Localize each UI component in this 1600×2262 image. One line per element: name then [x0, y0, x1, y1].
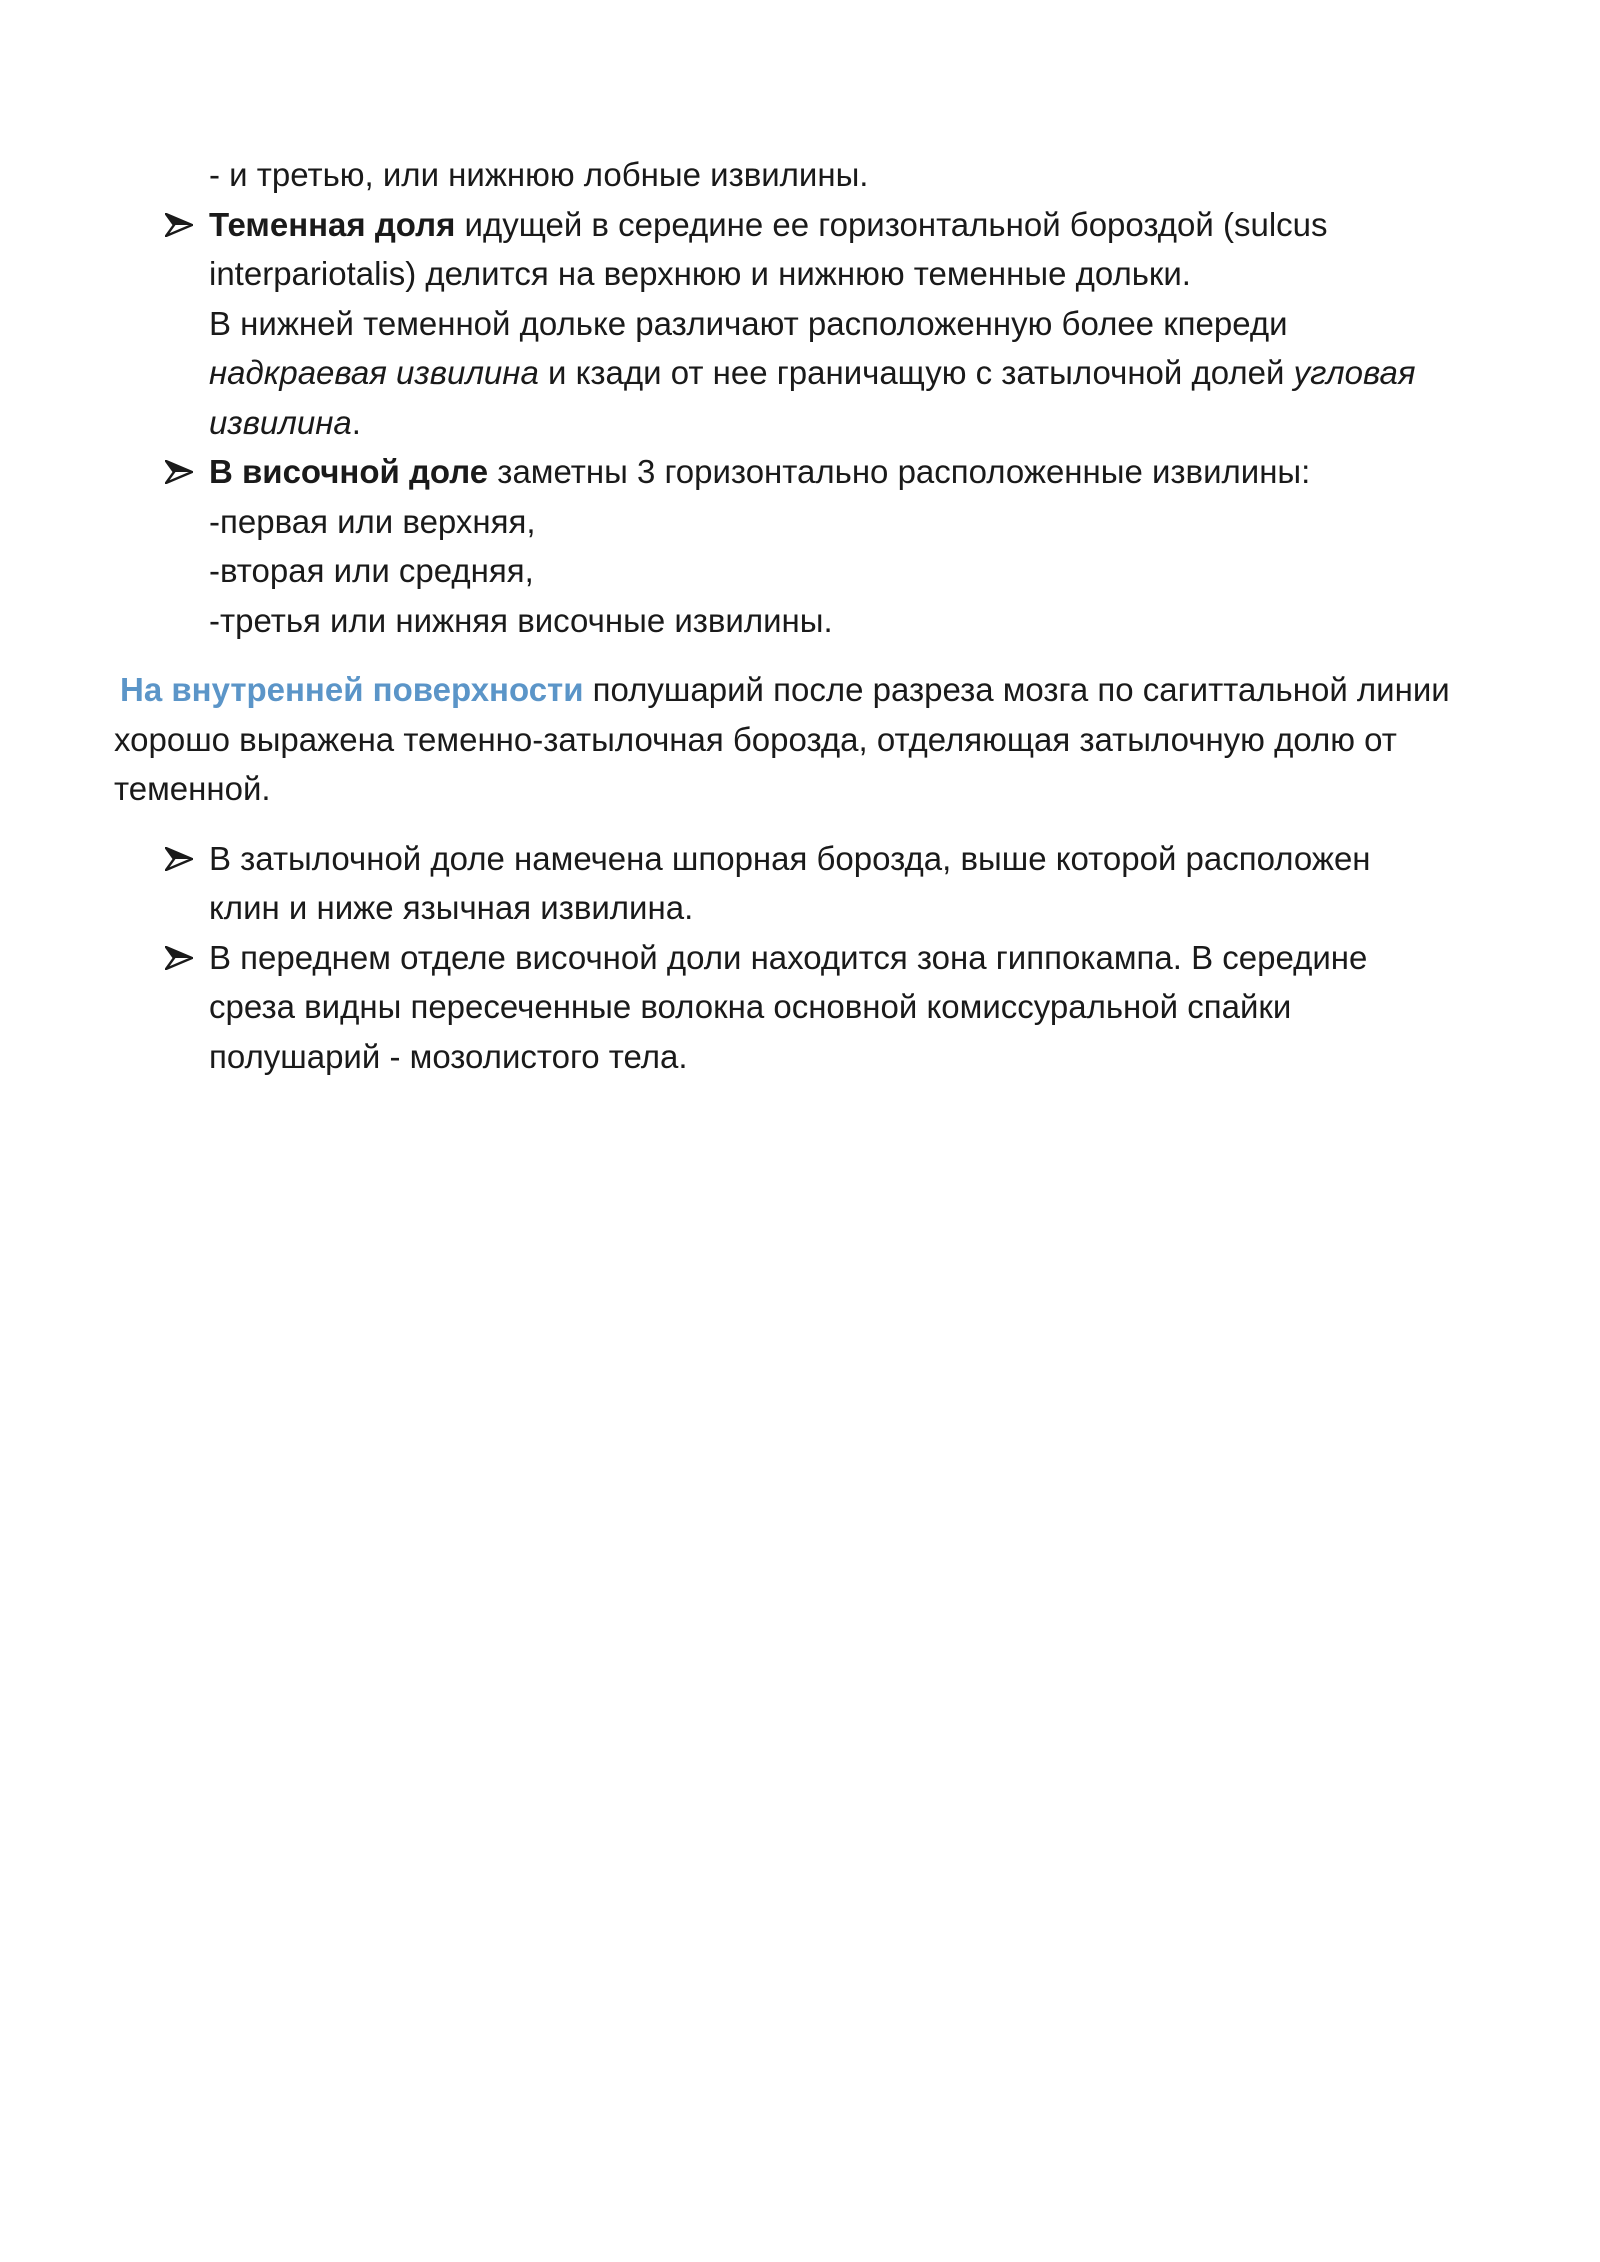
paragraph-inner-surface	[114, 665, 1494, 814]
bullet-occipital-lobe	[114, 834, 1494, 933]
text-line: interpariotalis) делится на верхнюю и нижнюю теменные дольки.	[209, 255, 1191, 292]
text-span: полушарий после разреза мозга по сагиттальной линии	[583, 671, 1450, 708]
text-line	[114, 665, 1494, 715]
heading-inner-surface: На внутренней поверхности	[120, 671, 584, 708]
text-line: В нижней теменной дольке различают расположенную более кпереди	[209, 304, 1288, 342]
text-span: .	[351, 403, 361, 441]
term-angular: угловая	[1293, 354, 1416, 391]
text-span: идущей в середине ее горизонтальной бороздой (sulcus	[455, 205, 1328, 243]
text-line: среза видны пересеченные волокна основной комиссуральной спайки	[209, 988, 1292, 1025]
list-item: -вторая или средняя,	[209, 552, 534, 589]
text-line: - и третью, или нижнюю лобные извилины.	[209, 156, 869, 193]
bullet-anterior-temporal	[114, 933, 1494, 1082]
term-gyrus: извилина	[209, 403, 352, 441]
text-line: В переднем отделе височной доли находится зона гиппокампа. В середине	[209, 938, 1368, 976]
text-span: заметны 3 горизонтально расположенные извилины:	[488, 453, 1311, 490]
bullet-temporal-lobe	[114, 447, 1494, 645]
bullet-parietal-lobe	[114, 200, 1494, 448]
text-line: В затылочной доле намечена шпорная борозда, выше которой расположен	[209, 839, 1371, 877]
text-line: теменной.	[114, 770, 271, 807]
arrowhead-bullet-icon	[165, 213, 193, 237]
text-line: клин и ниже язычная извилина.	[209, 889, 694, 926]
text-line: полушарий - мозолистого тела.	[209, 1037, 688, 1075]
term-parietal-lobe: Теменная доля	[209, 205, 456, 243]
list-item: -третья или нижняя височные извилины.	[209, 601, 833, 639]
document-content	[114, 150, 1494, 1081]
text-line	[209, 200, 1494, 250]
text-line	[209, 348, 1494, 398]
term-supramarginal-gyrus: надкраевая извилина	[209, 354, 539, 391]
text-line	[209, 447, 1494, 497]
arrowhead-bullet-icon	[165, 946, 193, 970]
list-item: -первая или верхняя,	[209, 502, 536, 540]
list-continuation	[114, 150, 1494, 200]
text-line	[209, 398, 1494, 448]
arrowhead-bullet-icon	[165, 460, 193, 484]
term-temporal-lobe: В височной доле	[209, 453, 489, 490]
text-span: и кзади от нее граничащую с затылочной долей	[538, 354, 1294, 391]
text-line: хорошо выражена теменно-затылочная борозда, отделяющая затылочную долю от	[114, 720, 1397, 758]
arrowhead-bullet-icon	[165, 847, 193, 871]
